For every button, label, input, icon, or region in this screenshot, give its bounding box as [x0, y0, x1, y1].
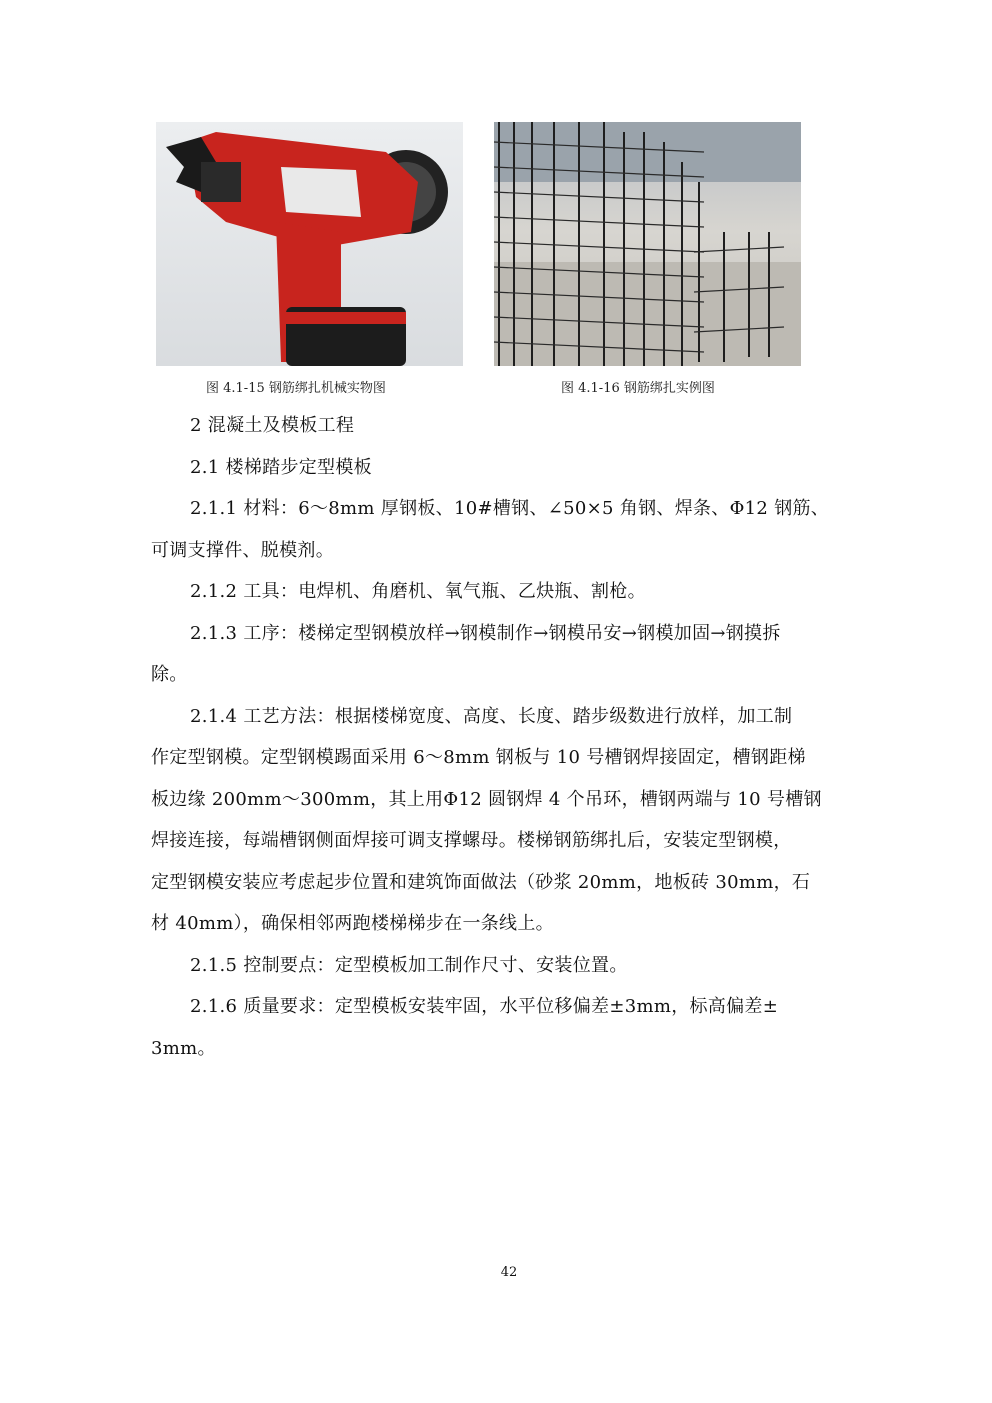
paragraph-line: 除。 [151, 664, 188, 685]
paragraph-line: 可调支撑件、脱模剂。 [151, 540, 334, 561]
figure-caption: 图 4.1-15 钢筋绑扎机械实物图 [206, 381, 386, 396]
paragraph-line: 焊接连接，每端槽钢侧面焊接可调支撑螺母。楼梯钢筋绑扎后，安装定型钢模， [151, 830, 792, 851]
paragraph-line: 2.1.5 控制要点：定型模板加工制作尺寸、安装位置。 [190, 955, 628, 976]
paragraph-line: 定型钢模安装应考虑起步位置和建筑饰面做法（砂浆 20mm，地板砖 30mm，石 [151, 872, 811, 893]
paragraph-line: 2.1.6 质量要求：定型模板安装牢固，水平位移偏差±3mm，标高偏差± [190, 996, 779, 1017]
paragraph-line: 3mm。 [151, 1038, 216, 1059]
figure-caption: 图 4.1-16 钢筋绑扎实例图 [561, 381, 715, 396]
rebar-tying-machine-photo [156, 122, 463, 366]
paragraph-line: 2.1.3 工序：楼梯定型钢模放样→钢模制作→钢模吊安→钢模加固→钢摸拆 [190, 623, 781, 644]
rebar-tying-example-photo [494, 122, 801, 366]
subsection-heading: 2.1 楼梯踏步定型模板 [190, 457, 372, 478]
paragraph-line: 板边缘 200mm～300mm，其上用Φ12 圆钢焊 4 个吊环，槽钢两端与 10 号槽钢 [151, 789, 822, 810]
paragraph-line: 材 40mm），确保相邻两跑楼梯梯步在一条线上。 [151, 913, 554, 934]
paragraph-line: 2.1.1 材料：6～8mm 厚钢板、10#槽钢、∠50×5 角钢、焊条、Φ12 钢筋、 [190, 498, 830, 519]
paragraph-line: 2.1.4 工艺方法：根据楼梯宽度、高度、长度、踏步级数进行放样，加工制 [190, 706, 793, 727]
paragraph-line: 作定型钢模。定型钢模踢面采用 6～8mm 钢板与 10 号槽钢焊接固定，槽钢距梯 [151, 747, 806, 768]
section-heading: 2 混凝土及模板工程 [190, 415, 355, 436]
paragraph-line: 2.1.2 工具：电焊机、角磨机、氧气瓶、乙炔瓶、割枪。 [190, 581, 646, 602]
page-number: 42 [500, 1265, 518, 1280]
